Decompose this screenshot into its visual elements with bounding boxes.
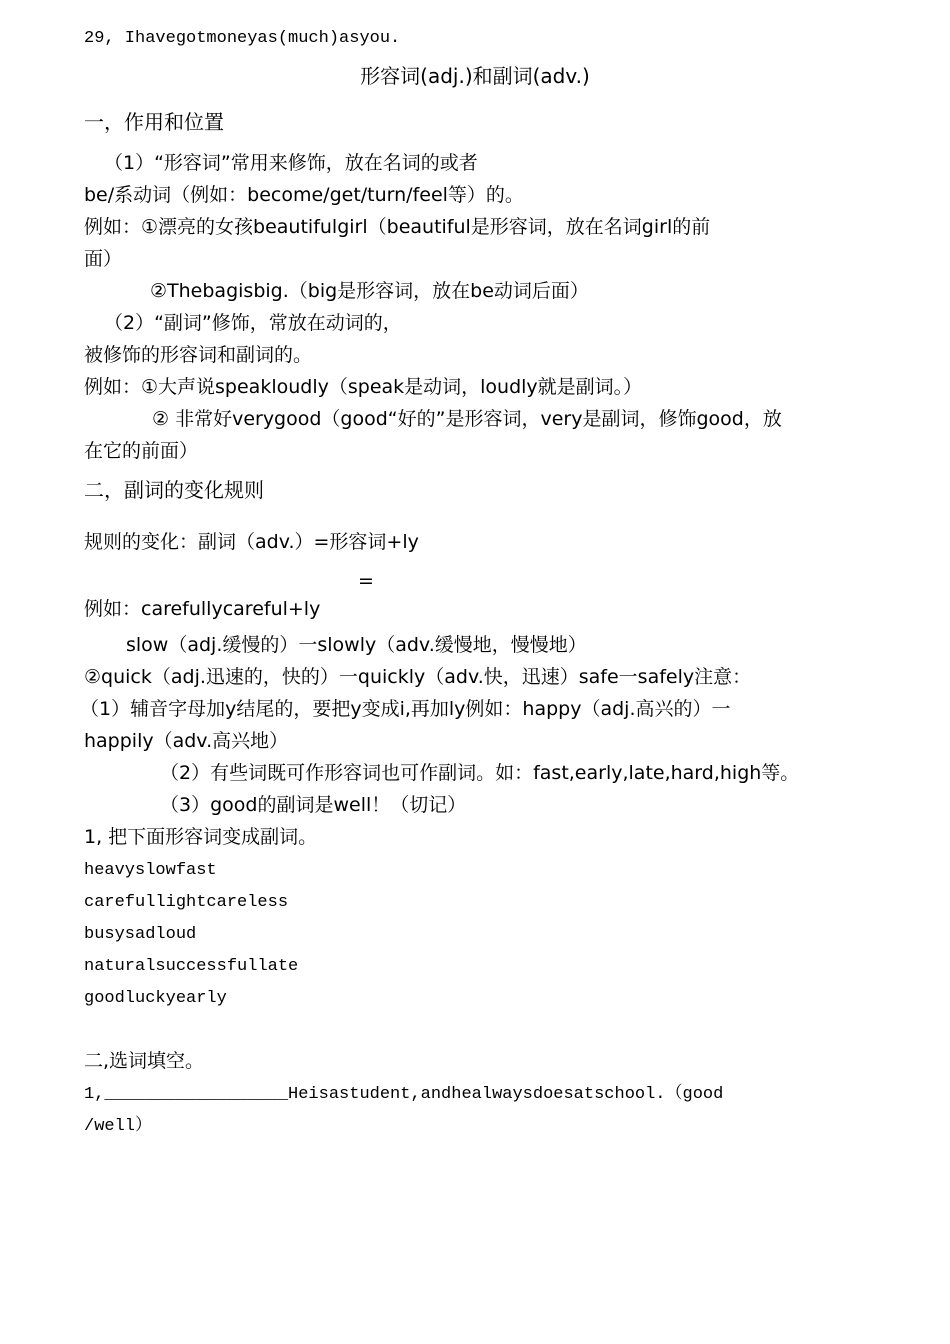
rule-example: 例如：carefullycareful+ly	[84, 598, 321, 620]
note-2: （2）有些词既可作形容词也可作副词。如：fast,early,late,hard,high等。	[160, 762, 800, 784]
adjective-definition: （1）“形容词”常用来修饰，放在名词的或者	[104, 152, 478, 174]
word-list-row-2: carefullightcareless	[84, 893, 289, 912]
adjective-example-1-cont: 面）	[84, 248, 123, 270]
adverb-example-1: 例如：①大声说speakloudly（speak是动词，loudly就是副词。）	[84, 376, 643, 398]
fill-blank-question-1: 1,__________________Heisastudent,andhealwaysdoesatschool.（good	[84, 1085, 724, 1104]
adjective-example-2: ②Thebagisbig.（big是形容词，放在be动词后面）	[150, 280, 589, 302]
word-list-row-1: heavyslowfast	[84, 861, 217, 880]
word-list-row-4: naturalsuccessfullate	[84, 957, 299, 976]
adjective-example-1: 例如：①漂亮的女孩beautifulgirl（beautiful是形容词，放在名词girl的前	[84, 216, 711, 238]
word-list-row-5: goodluckyearly	[84, 989, 227, 1008]
adverb-example-2: ② 非常好verygood（good“好的”是形容词，very是副词，修饰good，放	[152, 408, 782, 430]
adverb-example-2-cont: 在它的前面）	[84, 440, 199, 462]
section-heading-1: 一，作用和位置	[84, 110, 224, 134]
note-1-cont: happily（adv.高兴地）	[84, 730, 289, 752]
line-29-sentence: 29, Ihavegotmoneyas(much)asyou.	[84, 29, 401, 48]
adverb-definition: （2）“副词”修饰，常放在动词的，	[104, 312, 402, 334]
page-title: 形容词(adj.)和副词(adv.)	[360, 64, 590, 88]
section-heading-2: 二，副词的变化规则	[84, 478, 264, 502]
rule-line: 规则的变化：副词（adv.）=形容词+ly	[84, 531, 419, 553]
fill-blank-question-1-cont: /well）	[84, 1117, 153, 1136]
note-1: （1）辅音字母加y结尾的，要把y变成i,再加ly例如：happy（adj.高兴的）一	[80, 698, 731, 720]
quick-example: ②quick（adj.迅速的，快的）一quickly（adv.快，迅速）safe一safely注意：	[84, 666, 752, 688]
adverb-definition-cont: 被修饰的形容词和副词的。	[84, 344, 313, 366]
exercise-2-heading: 二,选词填空。	[84, 1050, 205, 1072]
word-list-row-3: busysadloud	[84, 925, 197, 944]
exercise-1-heading: 1, 把下面形容词变成副词。	[84, 826, 318, 848]
equals-sign: =	[358, 570, 374, 592]
slow-example: slow（adj.缓慢的）一slowly（adv.缓慢地，慢慢地）	[126, 634, 587, 656]
adjective-definition-cont: be/系动词（例如：become/get/turn/feel等）的。	[84, 184, 524, 206]
note-3: （3）good的副词是well！（切记）	[160, 794, 467, 816]
